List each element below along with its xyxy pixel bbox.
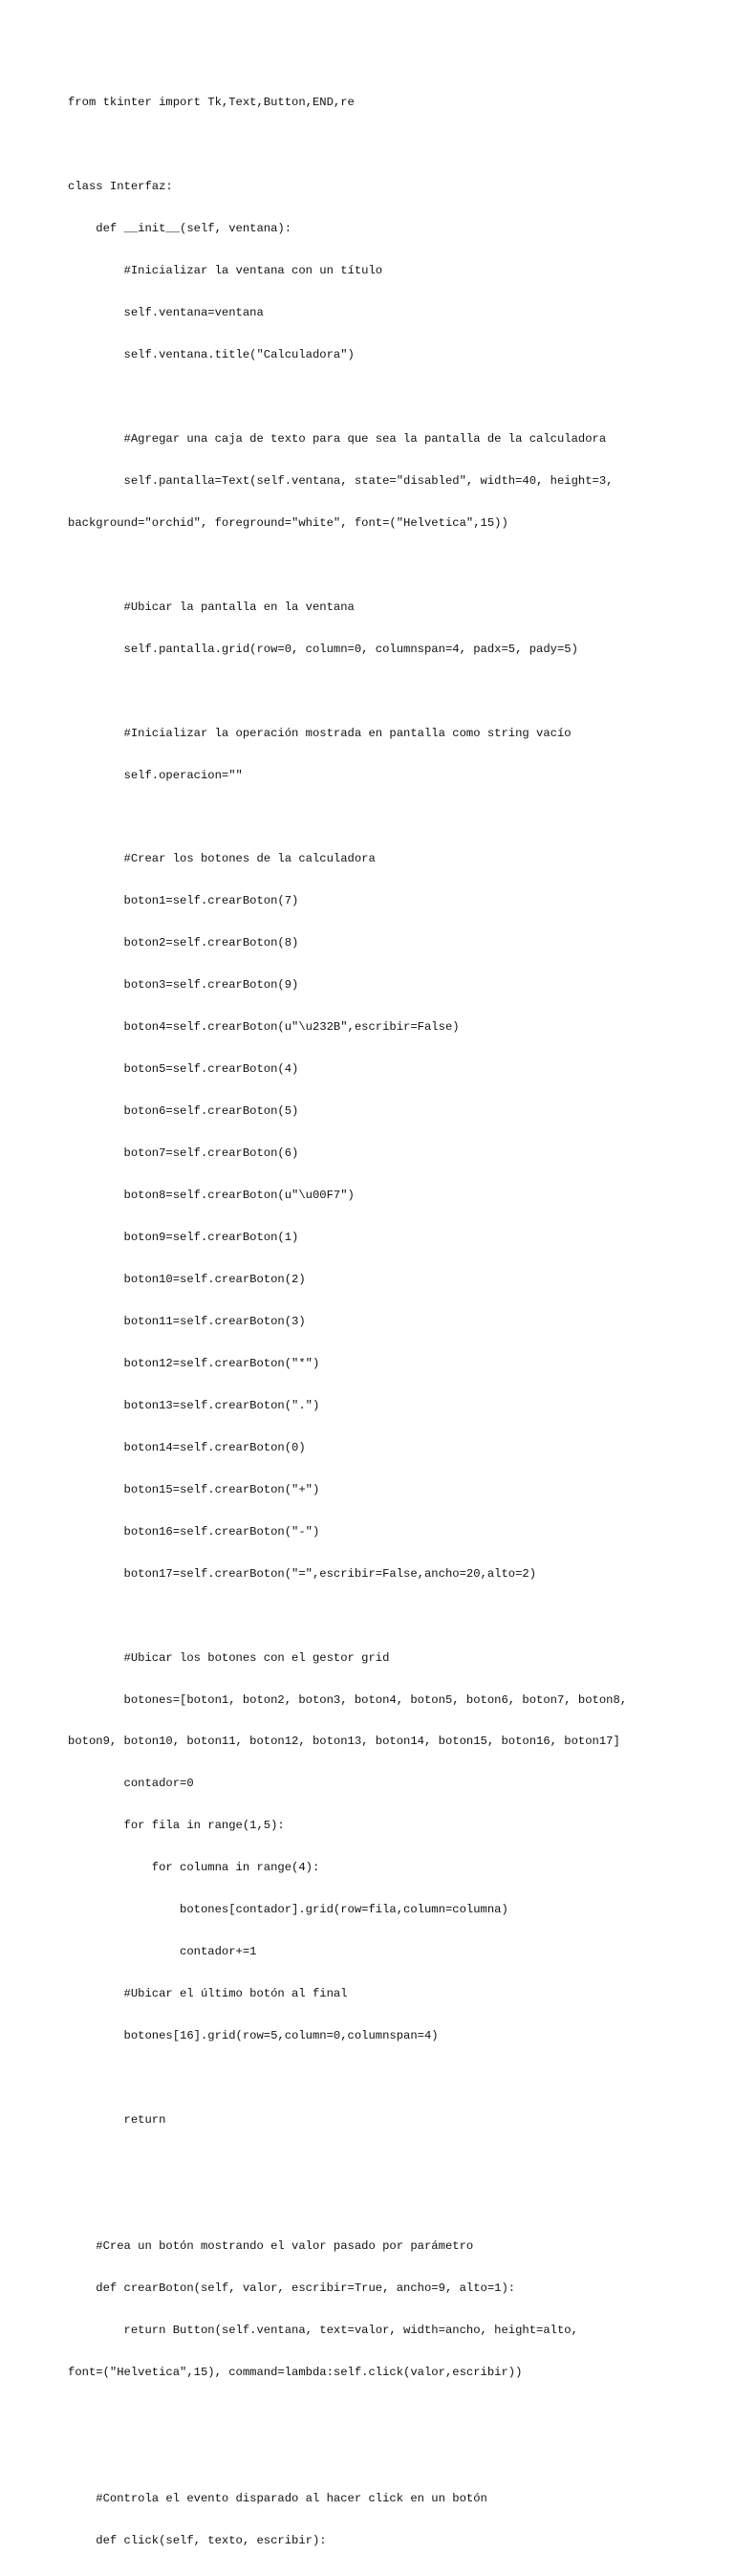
blank-line — [68, 2071, 718, 2085]
code-line: boton9=self.crearBoton(1) — [68, 1231, 299, 1245]
blank-line — [68, 2408, 718, 2422]
code-line: boton5=self.crearBoton(4) — [68, 1062, 299, 1077]
code-line: boton14=self.crearBoton(0) — [68, 1440, 306, 1454]
code-line: boton6=self.crearBoton(5) — [68, 1104, 299, 1119]
blank-line — [68, 2155, 718, 2170]
code-line: boton15=self.crearBoton("+") — [68, 1482, 320, 1496]
code-line: boton2=self.crearBoton(8) — [68, 936, 299, 950]
blank-line — [68, 1609, 718, 1624]
code-line: self.ventana=ventana — [68, 306, 264, 320]
blank-line — [68, 685, 718, 699]
code-line: class Interfaz: — [68, 180, 173, 194]
code-line: boton4=self.crearBoton(u"\u232B",escribir=False) — [68, 1020, 460, 1035]
code-line: boton16=self.crearBoton("-") — [68, 1524, 320, 1539]
code-line: self.pantalla=Text(self.ventana, state="disabled", width=40, height=3, — [68, 473, 614, 488]
code-line: boton7=self.crearBoton(6) — [68, 1146, 299, 1161]
code-line: return Button(self.ventana, text=valor, width=ancho, height=alto, — [68, 2323, 578, 2337]
code-line: from tkinter import Tk,Text,Button,END,re — [68, 96, 355, 110]
code-comment-line: #Inicializar la ventana con un título — [68, 264, 383, 278]
code-line: boton11=self.crearBoton(3) — [68, 1314, 306, 1328]
code-line: self.pantalla.grid(row=0, column=0, columnspan=4, padx=5, pady=5) — [68, 642, 578, 656]
code-line: botones[16].grid(row=5,column=0,columnspan=4) — [68, 2029, 439, 2043]
code-line: for columna in range(4): — [68, 1861, 320, 1875]
code-comment-line: #Agregar una caja de texto para que sea la pantalla de la calculadora — [68, 431, 607, 446]
code-line: background="orchid", foreground="white", font=("Helvetica",15)) — [68, 515, 508, 530]
blank-line — [68, 2450, 718, 2464]
code-comment-line: #Ubicar la pantalla en la ventana — [68, 600, 355, 614]
code-line: return — [68, 2113, 166, 2128]
blank-line — [68, 2197, 718, 2212]
code-comment-line: #Ubicar el último botón al final — [68, 1987, 348, 2001]
code-line: def crearBoton(self, valor, escribir=True, ancho=9, alto=1): — [68, 2281, 516, 2295]
blank-line — [68, 558, 718, 573]
code-listing — [68, 68, 718, 2576]
code-line: boton13=self.crearBoton(".") — [68, 1398, 320, 1412]
code-line: self.ventana.title("Calculadora") — [68, 348, 355, 362]
code-comment-line: #Ubicar los botones con el gestor grid — [68, 1650, 390, 1665]
code-line: botones[contador].grid(row=fila,column=columna) — [68, 1903, 508, 1917]
code-line: def __init__(self, ventana): — [68, 222, 292, 236]
code-line: boton10=self.crearBoton(2) — [68, 1273, 306, 1286]
code-line: contador=0 — [68, 1777, 194, 1791]
code-line: for fila in range(1,5): — [68, 1819, 285, 1833]
code-line: boton8=self.crearBoton(u"\u00F7") — [68, 1189, 355, 1203]
code-line: boton3=self.crearBoton(9) — [68, 978, 299, 993]
blank-line — [68, 390, 718, 404]
code-line: boton12=self.crearBoton("*") — [68, 1356, 320, 1370]
code-line: def click(self, texto, escribir): — [68, 2533, 327, 2547]
code-line: contador+=1 — [68, 1945, 257, 1959]
code-line: self.operacion="" — [68, 768, 243, 782]
code-line: boton9, boton10, boton11, boton12, boton13, boton14, boton15, boton16, boton17] — [68, 1735, 620, 1749]
code-comment-line: #Controla el evento disparado al hacer click en un botón — [68, 2491, 487, 2505]
code-line: font=("Helvetica",15), command=lambda:self.click(valor,escribir)) — [68, 2365, 523, 2379]
blank-line — [68, 811, 718, 825]
blank-line — [68, 138, 718, 152]
code-line: boton17=self.crearBoton("=",escribir=False,ancho=20,alto=2) — [68, 1566, 537, 1581]
code-line: botones=[boton1, boton2, boton3, boton4, boton5, boton6, boton7, boton8, — [68, 1692, 628, 1707]
code-comment-line: #Crear los botones de la calculadora — [68, 852, 376, 866]
code-comment-line: #Inicializar la operación mostrada en pantalla como string vacío — [68, 726, 572, 740]
code-line: boton1=self.crearBoton(7) — [68, 894, 299, 908]
code-comment-line: #Crea un botón mostrando el valor pasado por parámetro — [68, 2238, 474, 2253]
